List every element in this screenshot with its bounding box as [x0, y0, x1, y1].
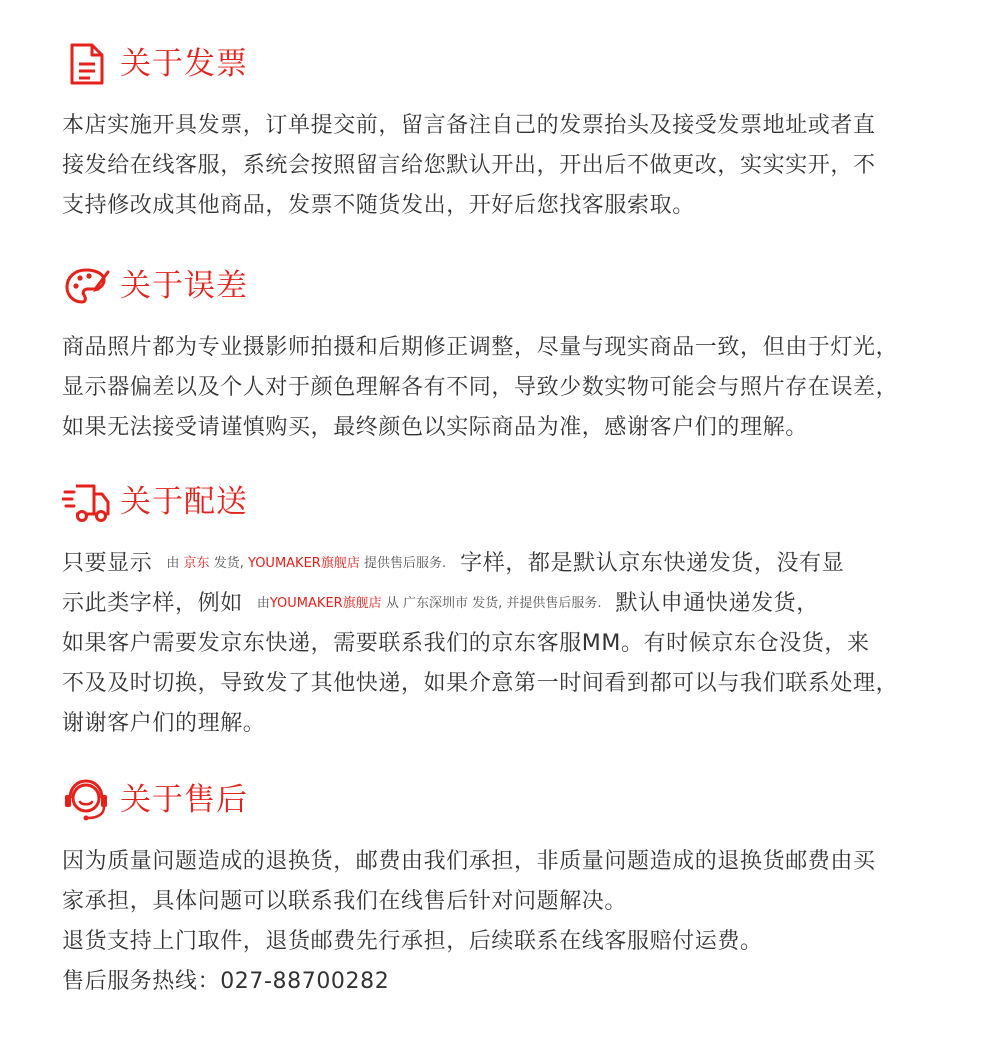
delivery-line: 不及及时切换，导致发了其他快递，如果介意第一时间看到都可以与我们联系处理，	[62, 671, 899, 696]
tag-text: 从 广东深圳市 发货, 并提供售后服务.	[381, 596, 602, 611]
invoice-line: 接发给在线客服，系统会按照留言给您默认开出，开出后不做更改，实实实开，不	[62, 153, 876, 178]
invoice-title: 关于发票	[120, 45, 248, 82]
delivery-section	[62, 474, 942, 744]
delivery-line	[62, 584, 942, 624]
palette-icon	[62, 262, 110, 310]
color-error-section	[62, 258, 942, 448]
delivery-line1-start: 只要显示	[62, 551, 153, 576]
color-error-line: 如果无法接受请谨慎购买，最终颜色以实际商品为准，感谢客户们的理解。	[62, 415, 808, 440]
color-error-line: 商品照片都为专业摄影师拍摄和后期修正调整，尽量与现实商品一致，但由于灯光，	[62, 335, 899, 360]
tag-text-red: YOUMAKER旗舰店	[247, 556, 360, 571]
delivery-heading	[62, 474, 942, 530]
delivery-title: 关于配送	[120, 483, 248, 520]
after-sales-line: 因为质量问题造成的退换货，邮费由我们承担，非质量问题造成的退换货邮费由买	[62, 849, 876, 874]
tag-text-red: YOUMAKER旗舰店	[269, 596, 382, 611]
document-icon	[62, 40, 110, 88]
after-sales-line: 退货支持上门取件，退货邮费先行承担，后续联系在线客服赔付运费。	[62, 929, 763, 954]
tag-text: 由	[166, 556, 184, 571]
delivery-line1-end: 字样，都是默认京东快递发货，没有显	[460, 551, 845, 576]
tag-text-red: 京东	[183, 556, 210, 571]
delivery-line2-start: 示此类字样，例如	[62, 591, 243, 616]
headset-icon	[62, 776, 110, 824]
tag-text: 发货,	[209, 556, 248, 571]
tag-text: 由	[256, 596, 270, 611]
invoice-heading	[62, 36, 942, 92]
delivery-line: 谢谢客户们的理解。	[62, 711, 266, 736]
truck-icon	[62, 478, 110, 526]
delivery-line	[62, 544, 942, 584]
after-sales-section	[62, 772, 942, 1002]
store-fulfilment-tag	[257, 596, 602, 611]
delivery-line: 如果客户需要发京东快递，需要联系我们的京东客服MM。有时候京东仓没货，来	[62, 631, 870, 656]
jd-fulfilment-tag	[166, 556, 446, 571]
color-error-line: 显示器偏差以及个人对于颜色理解各有不同，导致少数实物可能会与照片存在误差，	[62, 375, 899, 400]
invoice-line: 支持修改成其他商品，发票不随货发出，开好后您找客服索取。	[62, 193, 695, 218]
after-sales-hotline: 售后服务热线：027-88700282	[62, 969, 390, 994]
color-error-title: 关于误差	[120, 267, 248, 304]
color-error-heading	[62, 258, 942, 314]
invoice-line: 本店实施开具发票，订单提交前，留言备注自己的发票抬头及接受发票地址或者直	[62, 113, 876, 138]
after-sales-line: 家承担，具体问题可以联系我们在线售后针对问题解决。	[62, 889, 628, 914]
after-sales-title: 关于售后	[120, 781, 248, 818]
invoice-section	[62, 36, 942, 226]
delivery-line2-end: 默认申通快递发货，	[615, 591, 819, 616]
after-sales-heading	[62, 772, 942, 828]
tag-text: 提供售后服务.	[359, 556, 447, 571]
